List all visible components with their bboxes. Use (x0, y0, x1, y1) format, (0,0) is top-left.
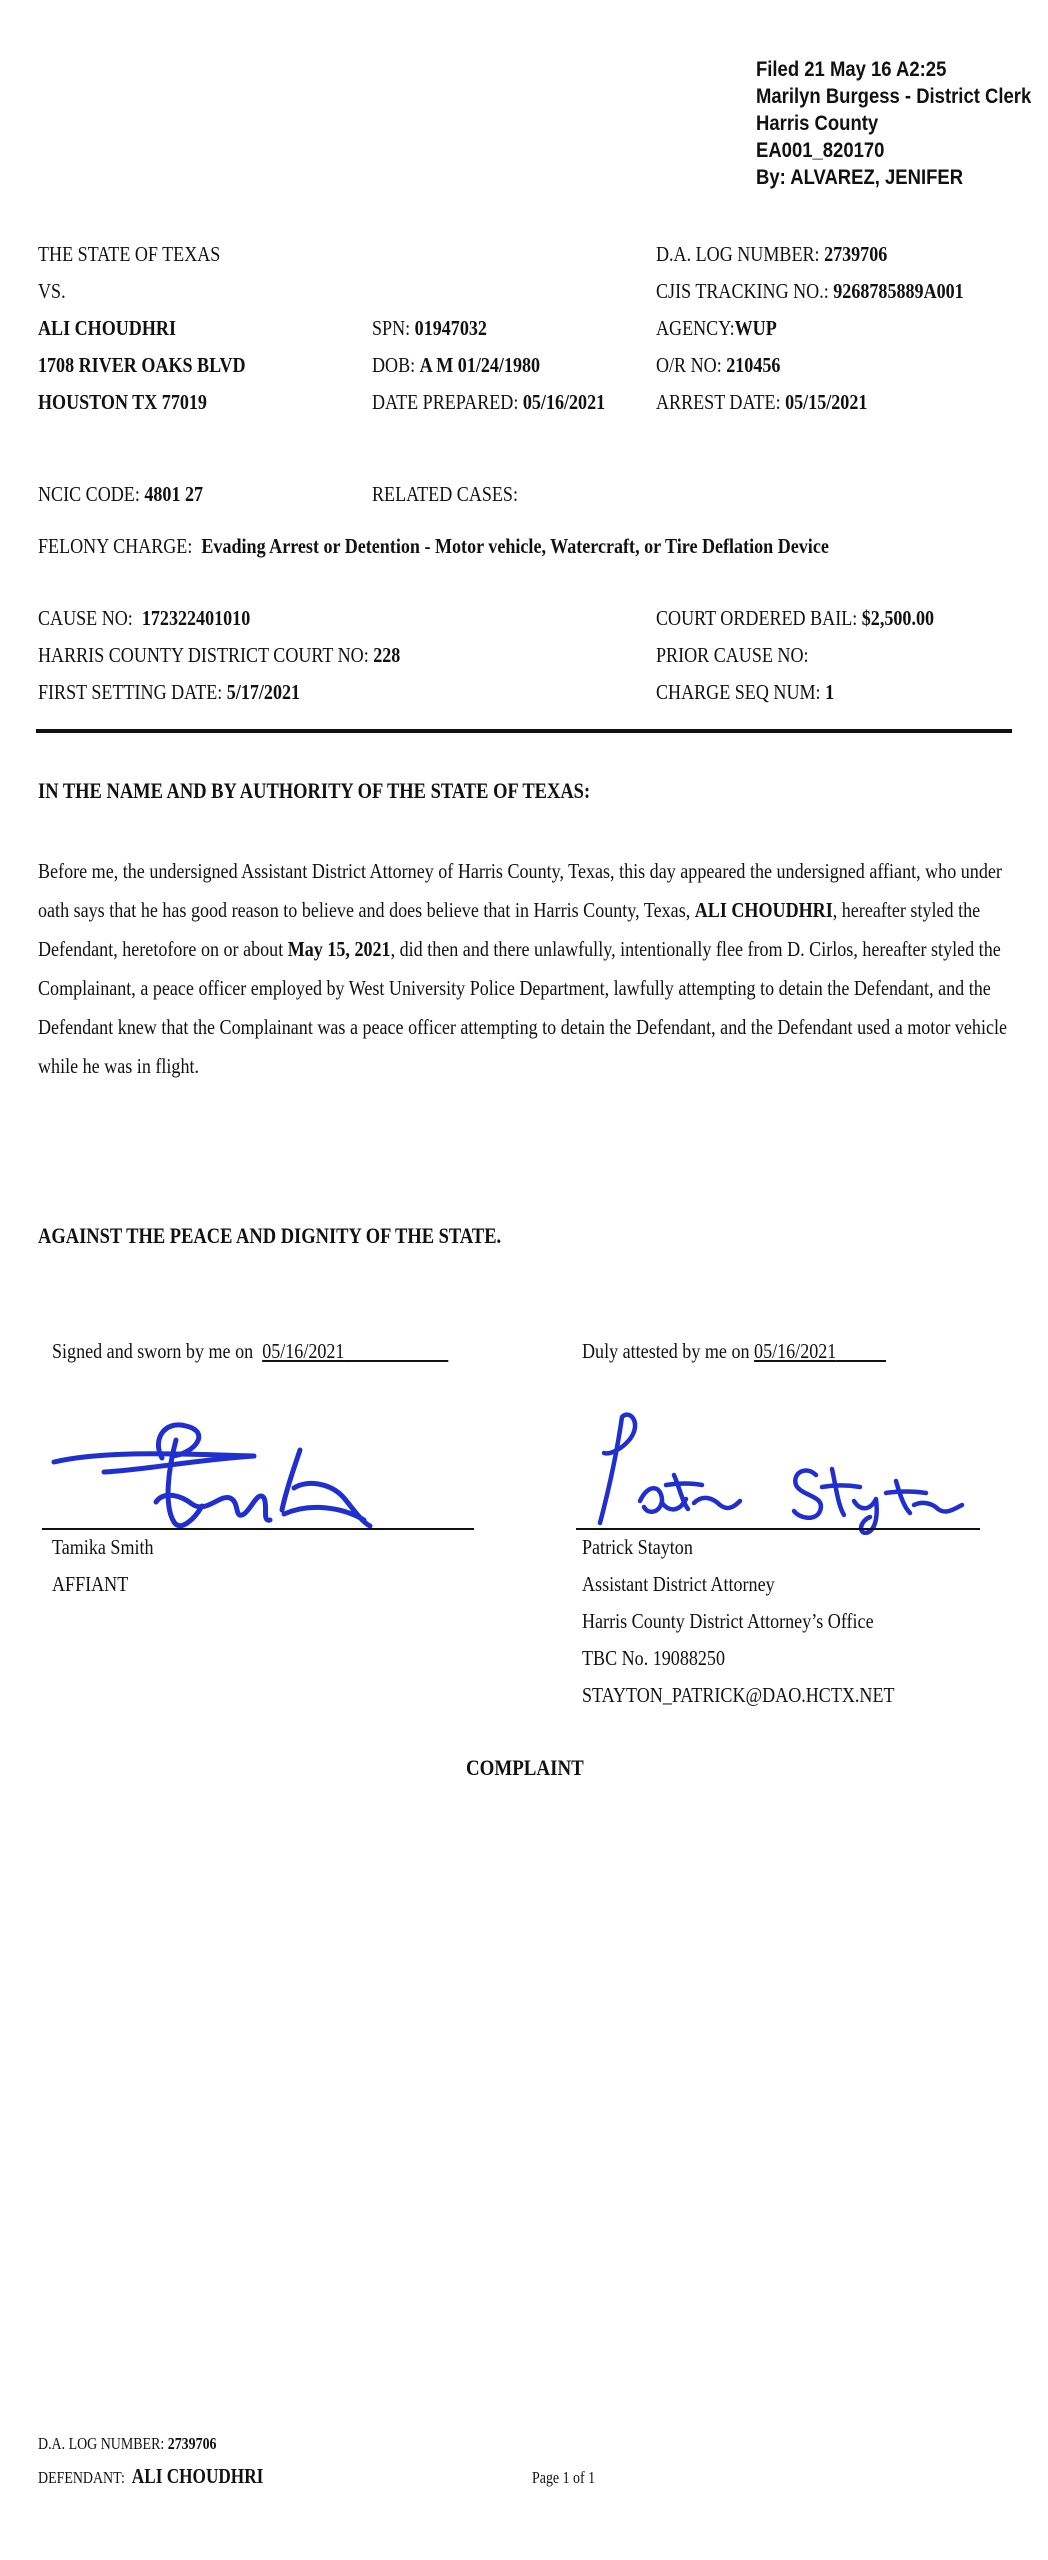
court-no-label: HARRIS COUNTY DISTRICT COURT NO: (38, 643, 369, 667)
da-log-value: 2739706 (824, 242, 888, 266)
cjis-field (656, 279, 964, 304)
date-prepared-field (372, 390, 605, 415)
envelope-number: EA001_820170 (756, 139, 885, 162)
affiant-name: Tamika Smith (52, 1535, 154, 1559)
footer-defendant (38, 2464, 263, 2489)
arrest-date-field (656, 390, 867, 415)
cause-no-field (38, 606, 250, 631)
first-setting-value: 5/17/2021 (226, 680, 301, 704)
bail-value: $2,500.00 (861, 606, 935, 630)
footer-da-log-label: D.A. LOG NUMBER: (38, 2434, 165, 2453)
footer-da-log (38, 2434, 217, 2454)
da-log-label: D.A. LOG NUMBER: (656, 242, 820, 266)
versus: VS. (38, 279, 66, 303)
dob-label: DOB: (372, 353, 416, 377)
header-divider (36, 729, 1012, 733)
paragraph-offense-date: May 15, 2021 (287, 937, 391, 961)
agency-label: AGENCY: (656, 316, 735, 340)
felony-charge-value: Evading Arrest or Detention - Motor vehicle, Watercraft, or Tire Deflation Device (201, 534, 829, 558)
affiant-signature-line (42, 1528, 474, 1530)
spn-value: 01947032 (414, 316, 487, 340)
footer-defendant-label: DEFENDANT: (38, 2468, 125, 2487)
ada-office: Harris County District Attorney’s Office (582, 1609, 874, 1633)
filed-date: Filed 21 May 16 A2:25 (756, 58, 947, 81)
arrest-date-value: 05/15/2021 (785, 390, 868, 414)
complaint-paragraph (38, 852, 1014, 1086)
charge-seq-label: CHARGE SEQ NUM: (656, 680, 821, 704)
ncic-value: 4801 27 (144, 482, 204, 506)
cause-no-value: 172322401010 (141, 606, 251, 630)
ada-signature-line (576, 1528, 980, 1530)
felony-charge-field (38, 534, 829, 559)
affiant-role: AFFIANT (52, 1572, 129, 1596)
bail-field (656, 606, 934, 631)
signed-sworn-label: Signed and sworn by me on (52, 1339, 254, 1363)
date-prepared-value: 05/16/2021 (522, 390, 606, 414)
page-number: Page 1 of 1 (532, 2468, 596, 2487)
agency-field (656, 316, 777, 341)
signed-sworn-field (52, 1339, 448, 1364)
charge-seq-field (656, 680, 834, 705)
charge-seq-value: 1 (825, 680, 835, 704)
duly-attested-date: 05/16/2021 (754, 1339, 837, 1363)
ada-title: Assistant District Attorney (582, 1572, 775, 1596)
duly-attested-field (582, 1339, 886, 1364)
ada-signature (570, 1405, 990, 1535)
arrest-date-label: ARREST DATE: (656, 390, 781, 414)
affiant-signature (44, 1410, 404, 1540)
or-label: O/R NO: (656, 353, 722, 377)
defendant-address1: 1708 RIVER OAKS BLVD (38, 353, 246, 377)
defendant-address2: HOUSTON TX 77019 (38, 390, 207, 414)
cause-no-label: CAUSE NO: (38, 606, 133, 630)
signed-sworn-date: 05/16/2021 (262, 1339, 345, 1363)
authority-heading: IN THE NAME AND BY AUTHORITY OF THE STATE OF TEXAS: (38, 778, 591, 803)
filed-by: By: ALVAREZ, JENIFER (756, 166, 964, 189)
county: Harris County (756, 112, 879, 135)
bail-label: COURT ORDERED BAIL: (656, 606, 858, 630)
or-value: 210456 (726, 353, 781, 377)
ncic-field (38, 482, 203, 507)
paragraph-part2: , hereafter styled the Defendant, heretofore on or about (38, 898, 981, 961)
date-prepared-label: DATE PREPARED: (372, 390, 519, 414)
dob-value: A M 01/24/1980 (419, 353, 541, 377)
ncic-label: NCIC CODE: (38, 482, 140, 506)
peace-heading: AGAINST THE PEACE AND DIGNITY OF THE STATE. (38, 1223, 502, 1248)
felony-charge-label: FELONY CHARGE: (38, 534, 193, 558)
paragraph-part3: , did then and there unlawfully, intentionally flee from D. Cirlos, hereafter styled the Complainant, a peace officer employed by West University Police Department, lawfully attempting to detain the Defendant, and the Defendant knew that the Complainant was a peace officer attempting to detain the Defendant, and the Defendant used a motor vehicle while he was in flight. (38, 937, 1008, 1078)
filing-stamp (756, 56, 1031, 191)
related-cases-label: RELATED CASES: (372, 482, 518, 506)
footer-da-log-value: 2739706 (167, 2434, 217, 2453)
district-clerk: Marilyn Burgess - District Clerk (756, 85, 1032, 108)
spn-label: SPN: (372, 316, 411, 340)
ada-name: Patrick Stayton (582, 1535, 693, 1559)
ada-email: STAYTON_PATRICK@DAO.HCTX.NET (582, 1683, 895, 1707)
or-field (656, 353, 780, 378)
paragraph-defendant-name: ALI CHOUDHRI (694, 898, 833, 922)
prior-cause-label: PRIOR CAUSE NO: (656, 643, 809, 667)
court-no-field (38, 643, 400, 668)
first-setting-label: FIRST SETTING DATE: (38, 680, 223, 704)
paragraph-part1: Before me, the undersigned Assistant District Attorney of Harris County, Texas, this day appeared the undersigned affiant, who under oath says that he has good reason to believe and does believe that in Harris County, Texas, (38, 859, 1002, 922)
da-log-field (656, 242, 887, 267)
court-no-value: 228 (373, 643, 401, 667)
agency-value: WUP (734, 316, 777, 340)
ada-tbc: TBC No. 19088250 (582, 1646, 725, 1670)
duly-attested-label: Duly attested by me on (582, 1339, 750, 1363)
footer-defendant-value: ALI CHOUDHRI (131, 2464, 264, 2488)
cjis-label: CJIS TRACKING NO.: (656, 279, 829, 303)
cjis-value: 9268785889A001 (833, 279, 964, 303)
defendant-name: ALI CHOUDHRI (38, 316, 176, 340)
spn-field (372, 316, 487, 341)
document-title: COMPLAINT (466, 1755, 584, 1780)
state-title: THE STATE OF TEXAS (38, 242, 221, 266)
first-setting-field (38, 680, 300, 705)
dob-field (372, 353, 540, 378)
